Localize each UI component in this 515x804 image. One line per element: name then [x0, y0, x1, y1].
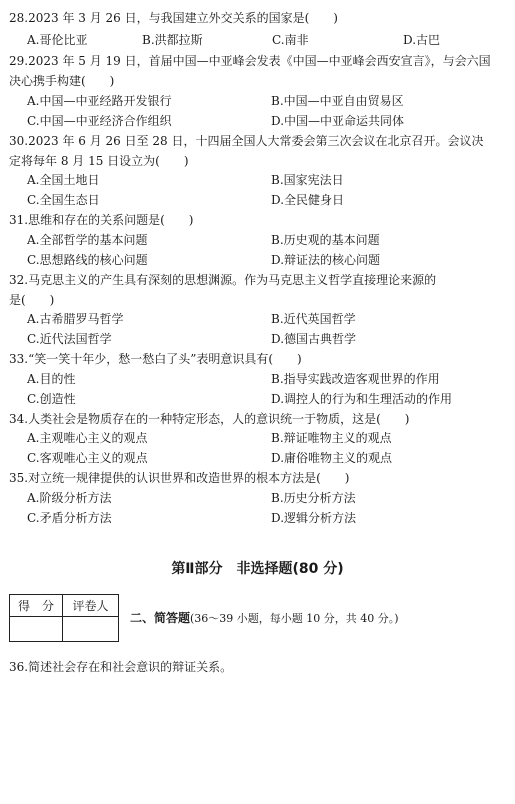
- question-30-option-a: A.全国土地日: [27, 173, 100, 187]
- question-30-stem-line-1: 30.2023 年 6 月 26 日至 28 日，十四届全国人大常委会第三次会议在北京召开。会议决: [9, 134, 484, 148]
- question-29-stem-line-2: 决心携手构建( ): [9, 74, 115, 88]
- question-29-option-c: C.中国—中亚经济合作组织: [27, 114, 172, 128]
- score-table: [9, 594, 119, 642]
- question-31-option-b: B.历史观的基本问题: [271, 233, 380, 247]
- question-34-stem: 34.人类社会是物质存在的一种特定形态，人的意识统一于物质，这是( ): [9, 412, 410, 426]
- question-29-option-b: B.中国—中亚自由贸易区: [271, 94, 404, 108]
- question-35-option-b: B.历史分析方法: [271, 491, 356, 505]
- short-answer-title: 二、简答题: [130, 611, 191, 625]
- question-35-stem: 35.对立统一规律提供的认识世界和改造世界的根本方法是( ): [9, 471, 350, 485]
- question-34-option-d: D.庸俗唯物主义的观点: [271, 451, 393, 465]
- grader-cell: [63, 617, 118, 641]
- question-29-stem-line-1: 29.2023 年 5 月 19 日，首届中国—中亚峰会发表《中国—中亚峰会西安宣言》，与会六国: [9, 54, 491, 68]
- question-30-option-b: B.国家宪法日: [271, 173, 344, 187]
- question-32-option-d: D.德国古典哲学: [271, 332, 357, 346]
- question-35-option-a: A.阶级分析方法: [27, 491, 112, 505]
- question-34-option-b: B.辩证唯物主义的观点: [271, 431, 392, 445]
- question-30-stem-line-2: 定将每年 8 月 15 日设立为( ): [9, 154, 189, 168]
- question-36-stem: 36.简述社会存在和社会意识的辩证关系。: [9, 660, 233, 674]
- question-31-stem: 31.思维和存在的关系问题是( ): [9, 213, 194, 227]
- question-32-option-c: C.近代法国哲学: [27, 332, 112, 346]
- question-32-stem-line-1: 32.马克思主义的产生具有深刻的思想渊源。作为马克思主义哲学直接理论来源的: [9, 273, 437, 287]
- question-34-option-a: A.主观唯心主义的观点: [27, 431, 148, 445]
- question-28-option-c: C.南非: [272, 33, 309, 47]
- question-33-option-b: B.指导实践改造客观世界的作用: [271, 372, 440, 386]
- question-31-option-d: D.辩证法的核心问题: [271, 253, 381, 267]
- short-answer-heading: [130, 609, 399, 626]
- question-28-option-b: B.洪都拉斯: [142, 33, 203, 47]
- question-29-option-a: A.中国—中亚经路开发银行: [27, 94, 172, 108]
- section-2-title: 第Ⅱ部分 非选择题(80 分): [171, 561, 344, 577]
- question-31-option-a: A.全部哲学的基本问题: [27, 233, 148, 247]
- question-30-option-d: D.全民健身日: [271, 193, 345, 207]
- score-cell: [10, 617, 63, 641]
- question-32-stem-line-2: 是( ): [9, 293, 55, 307]
- question-33-option-d: D.调控人的行为和生理活动的作用: [271, 392, 453, 406]
- short-answer-note: (36～39 小题，每小题 10 分，共 40 分。): [190, 612, 399, 625]
- question-35-option-c: C.矛盾分析方法: [27, 511, 112, 525]
- question-33-option-a: A.目的性: [27, 372, 76, 386]
- question-33-option-c: C.创造性: [27, 392, 76, 406]
- question-35-option-d: D.逻辑分析方法: [271, 511, 357, 525]
- question-31-option-c: C.思想路线的核心问题: [27, 253, 148, 267]
- question-34-option-c: C.客观唯心主义的观点: [27, 451, 148, 465]
- question-30-option-c: C.全国生态日: [27, 193, 100, 207]
- grader-label: 评卷人: [63, 595, 118, 617]
- question-28-option-a: A.哥伦比亚: [27, 33, 88, 47]
- question-33-stem: 33.“笑一笑十年少，愁一愁白了头”表明意识具有( ): [9, 352, 302, 366]
- question-28-stem: 28.2023 年 3 月 26 日，与我国建立外交关系的国家是( ): [9, 11, 338, 25]
- score-label: 得 分: [10, 595, 63, 617]
- question-28-option-d: D.古巴: [403, 33, 441, 47]
- question-32-option-b: B.近代英国哲学: [271, 312, 356, 326]
- question-29-option-d: D.中国—中亚命运共同体: [271, 114, 405, 128]
- question-32-option-a: A.古希腊罗马哲学: [27, 312, 124, 326]
